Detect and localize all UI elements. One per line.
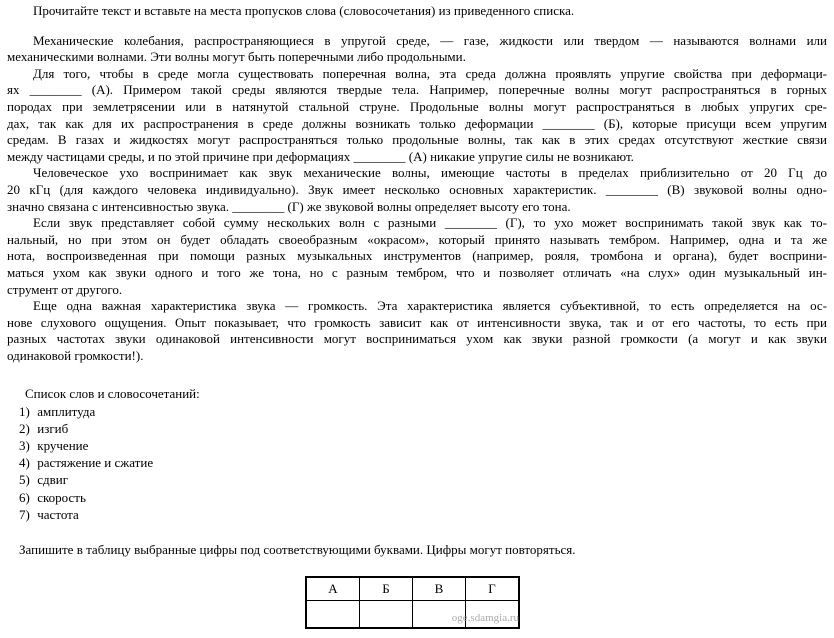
word-list-item-label: амплитуда	[34, 403, 96, 419]
word-list-item	[19, 403, 827, 420]
answer-table-answer-row	[306, 600, 519, 628]
answer-table-header-cell: Г	[466, 577, 520, 601]
text-line: 20 кГц (для каждого человека индивидуально). Звук имеет несколько основных характеристик. ________ (В) звуковой волны одно-	[7, 181, 827, 197]
word-list-item	[19, 454, 827, 471]
word-list-item-number: 5)	[19, 472, 30, 488]
word-list-item-number: 3)	[19, 438, 30, 454]
paragraph	[7, 66, 827, 166]
text-line: между частицами среды, и по этой причине при деформациях ________ (А) никакие упругие силы не возникают.	[7, 148, 634, 164]
word-list-item-number: 2)	[19, 420, 30, 436]
paragraph	[7, 215, 827, 298]
text-line: нальный, но при этом он будет обладать своеобразным «окрасом», который принято называть тембром. Например, одна и та же	[7, 231, 827, 247]
answer-table-wrap	[305, 576, 523, 629]
text-line: Если звук представляет собой сумму нескольких волн с разными ________ (Г), то ухо может воспринимать такой звук как то-	[33, 215, 827, 231]
word-list-item-number: 4)	[19, 455, 30, 471]
word-list-item-number: 1)	[19, 403, 30, 419]
word-list-item	[19, 489, 827, 506]
word-list-title: Список слов и словосочетаний:	[25, 386, 200, 402]
passage-text	[7, 33, 827, 365]
word-list	[19, 385, 827, 523]
watermark: oge.sdamgia.ru	[451, 611, 519, 624]
word-list-item-label: сдвиг	[34, 472, 69, 488]
paragraph	[7, 298, 827, 364]
word-list-item-label: кручение	[34, 438, 89, 454]
text-line: Человеческое ухо воспринимает как звук механические волны, имеющие частоты в пределах приблизительно от 20 Гц до	[33, 165, 827, 181]
word-list-item-number: 7)	[19, 506, 30, 522]
text-line: струмент от другого.	[7, 281, 123, 297]
word-list-item-number: 6)	[19, 489, 30, 505]
answer-table-header-row	[306, 577, 519, 601]
text-line: Механические колебания, распространяющиеся в упругой среде, — газе, жидкости или твердом — называются волнами или	[33, 32, 827, 48]
text-line: Для того, чтобы в среде могла существовать поперечная волна, эта среда должна проявлять упругие свойства при деформаци-	[33, 65, 827, 81]
text-line: породах при землетрясении или в натянутой стальной струне. Продольные волны могут распространяться в любых упругих сре-	[7, 98, 827, 114]
answer-table-header-cell: А	[306, 577, 360, 601]
word-list-item-label: скорость	[34, 489, 86, 505]
word-list-item-label: частота	[34, 506, 79, 522]
word-list-item	[19, 420, 827, 437]
answer-table-cell	[306, 600, 360, 628]
paragraph	[7, 33, 827, 66]
task-instruction: Прочитайте текст и вставьте на места пропусков слова (словосочетания) из приведенного списка.	[33, 3, 575, 18]
text-line: дах, так как для их распространения в среде должны возникать только деформации ________ (Б), которые присущи всем упругим	[7, 115, 827, 131]
text-line: разных частотах звуки одинаковой интенсивности могут восприниматься ухом как звуки разной громкости (а могут и как звуки	[7, 331, 827, 347]
text-line: одинаковой громкости!).	[7, 347, 144, 363]
answer-instruction: Запишите в таблицу выбранные цифры под соответствующими буквами. Цифры могут повторяться.	[19, 542, 576, 558]
text-line: нота, воспроизведенная при помощи разных музыкальных инструментов (например, рояля, тромбона и органа), будет восприни-	[7, 248, 827, 264]
text-line: значно связана с интенсивностью звука. ________ (Г) же звуковой волны определяет высоту его тона.	[7, 198, 571, 214]
answer-table	[305, 576, 520, 629]
text-line: нове слухового ощущения. Опыт показывает, что громкость зависит как от интенсивности звука, так и от его частоты, то есть при	[7, 314, 827, 330]
word-list-item-label: растяжение и сжатие	[34, 455, 154, 471]
word-list-item	[19, 471, 827, 488]
text-line: маться ухом как звуки одного и того же тона, но с разным тембром, что и позволяет отличать «на слух» один музыкальный ин-	[7, 264, 827, 280]
word-list-items	[19, 403, 827, 523]
answer-table-cell	[466, 600, 520, 628]
text-line: средам. В газах и жидкостях могут распространяться только продольные волны, так как в этих средах отсутствуют жесткие связи	[7, 132, 827, 148]
answer-table-cell	[413, 600, 466, 628]
text-line: ях ________ (А). Примером такой среды являются твердые тела. Например, поперечные волны могут распространяться в горных	[7, 82, 827, 98]
word-list-item	[19, 506, 827, 523]
text-line: Еще одна важная характеристика звука — громкость. Эта характеристика является субъективной, то есть определяется на ос-	[33, 298, 827, 314]
answer-table-header-cell: В	[413, 577, 466, 601]
text-line: механическими волнами. Эти волны могут быть поперечными либо продольными.	[7, 49, 466, 65]
answer-table-header-cell: Б	[360, 577, 413, 601]
answer-table-cell	[360, 600, 413, 628]
word-list-item-label: изгиб	[34, 420, 69, 436]
paragraph	[7, 165, 827, 215]
word-list-item	[19, 437, 827, 454]
